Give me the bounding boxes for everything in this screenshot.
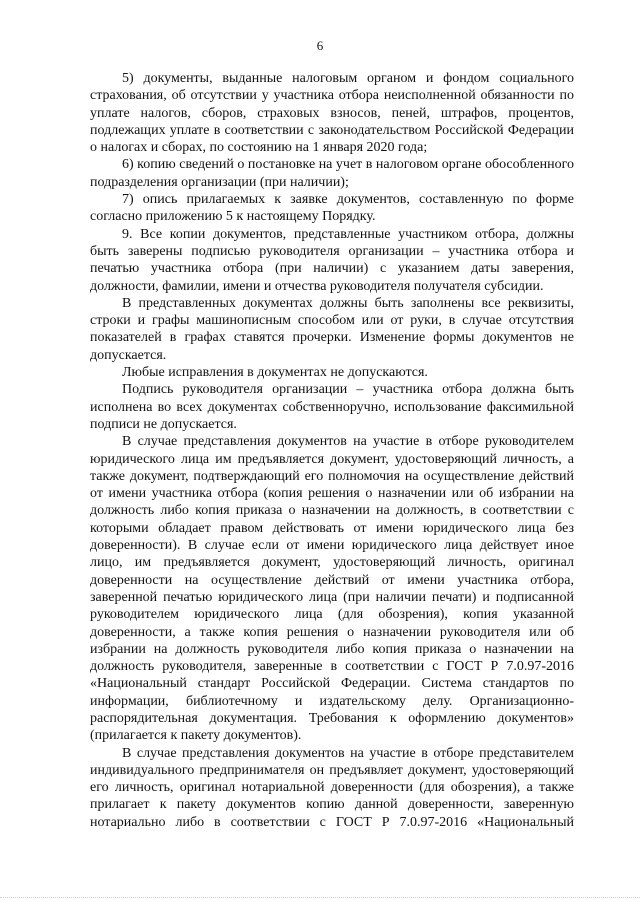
paragraph-requisites: В представленных документах должны быть заполнены все реквизиты, строки и графы машинописным способом или от руки, в случае отсутствия показателей в графах ставятся прочерки. Изменение формы документов не допускается. <box>90 295 574 363</box>
document-body <box>90 70 574 831</box>
paragraph-corrections: Любые исправления в документах не допускаются. <box>122 365 428 381</box>
paragraph-section-9: 9. Все копии документов, представленные участником отбора, должны быть заверены подписью руководителя организации – участника отбора и печатью участника отбора (при наличии) с указанием даты заверения, должности, фамилии, имени и отчества руководителя получателя субсидии. <box>90 226 574 294</box>
paragraph-item-6: 6) копию сведений о постановке на учет в налоговом органе обособленного подразделения организации (при наличии); <box>90 157 574 190</box>
page-number: 6 <box>316 38 324 53</box>
paragraph-item-7: 7) опись прилагаемых к заявке документов, составленную по форме согласно приложению 5 к настоящему Порядку. <box>90 192 574 225</box>
scan-bottom-edge <box>0 897 640 899</box>
paragraph-entrepreneur: В случае представления документов на участие в отборе представителем индивидуального предпринимателя он предъявляет документ, удостоверяющий его личность, оригинал нотариальной доверенности (для обозрения), а также прилагает к пакету документов копию данной доверенности, заверенную нотариально либо в соответствии с ГОСТ Р 7.0.97-2016 «Национальный <box>90 745 574 830</box>
paragraph-legal-entity: В случае представления документов на участие в отборе руководителем юридического лица им предъявляется документ, удостоверяющий личность, а также документ, подтверждающий его полномочия на осуществление действий от имени участника отбора (копия решения о назначении или об избрании на должность либо копия приказа о назначении на должность, в соответствии с которыми обладает правом действовать от имени юридического лица без доверенности). В случае если от имени юридического лица действует иное лицо, им предъявляется документ, удостоверяющий личность, оригинал доверенности на осуществление действий от имени участника отбора, заверенной печатью юридического лица (при наличии печати) и подписанной руководителем юридического лица (для обозрения), копия указанной доверенности, а также копия решения о назначении руководителя или об избрании на должность руководителя либо копия приказа о назначении на должность руководителя, заверенные в соответствии с ГОСТ Р 7.0.97-2016 «Национальный стандарт Российской Федерации. Система стандартов по информации, библиотечному и издательскому делу. Организационно-распорядительная документация. Требования к оформлению документов» (прилагается к пакету документов). <box>90 434 574 744</box>
paragraph-item-5: 5) документы, выданные налоговым органом и фондом социального страхования, об отсутствии у участника отбора неисполненной обязанности по уплате налогов, сборов, страховых взносов, пеней, штрафов, процентов, подлежащих уплате в соответствии с законодательством Российской Федерации о налогах и сборах, по состоянию на 1 января 2020 года; <box>90 71 574 156</box>
paragraph-signature: Подпись руководителя организации – участника отбора должна быть исполнена во всех документах собственноручно, использование факсимильной подписи не допускается. <box>90 382 574 432</box>
